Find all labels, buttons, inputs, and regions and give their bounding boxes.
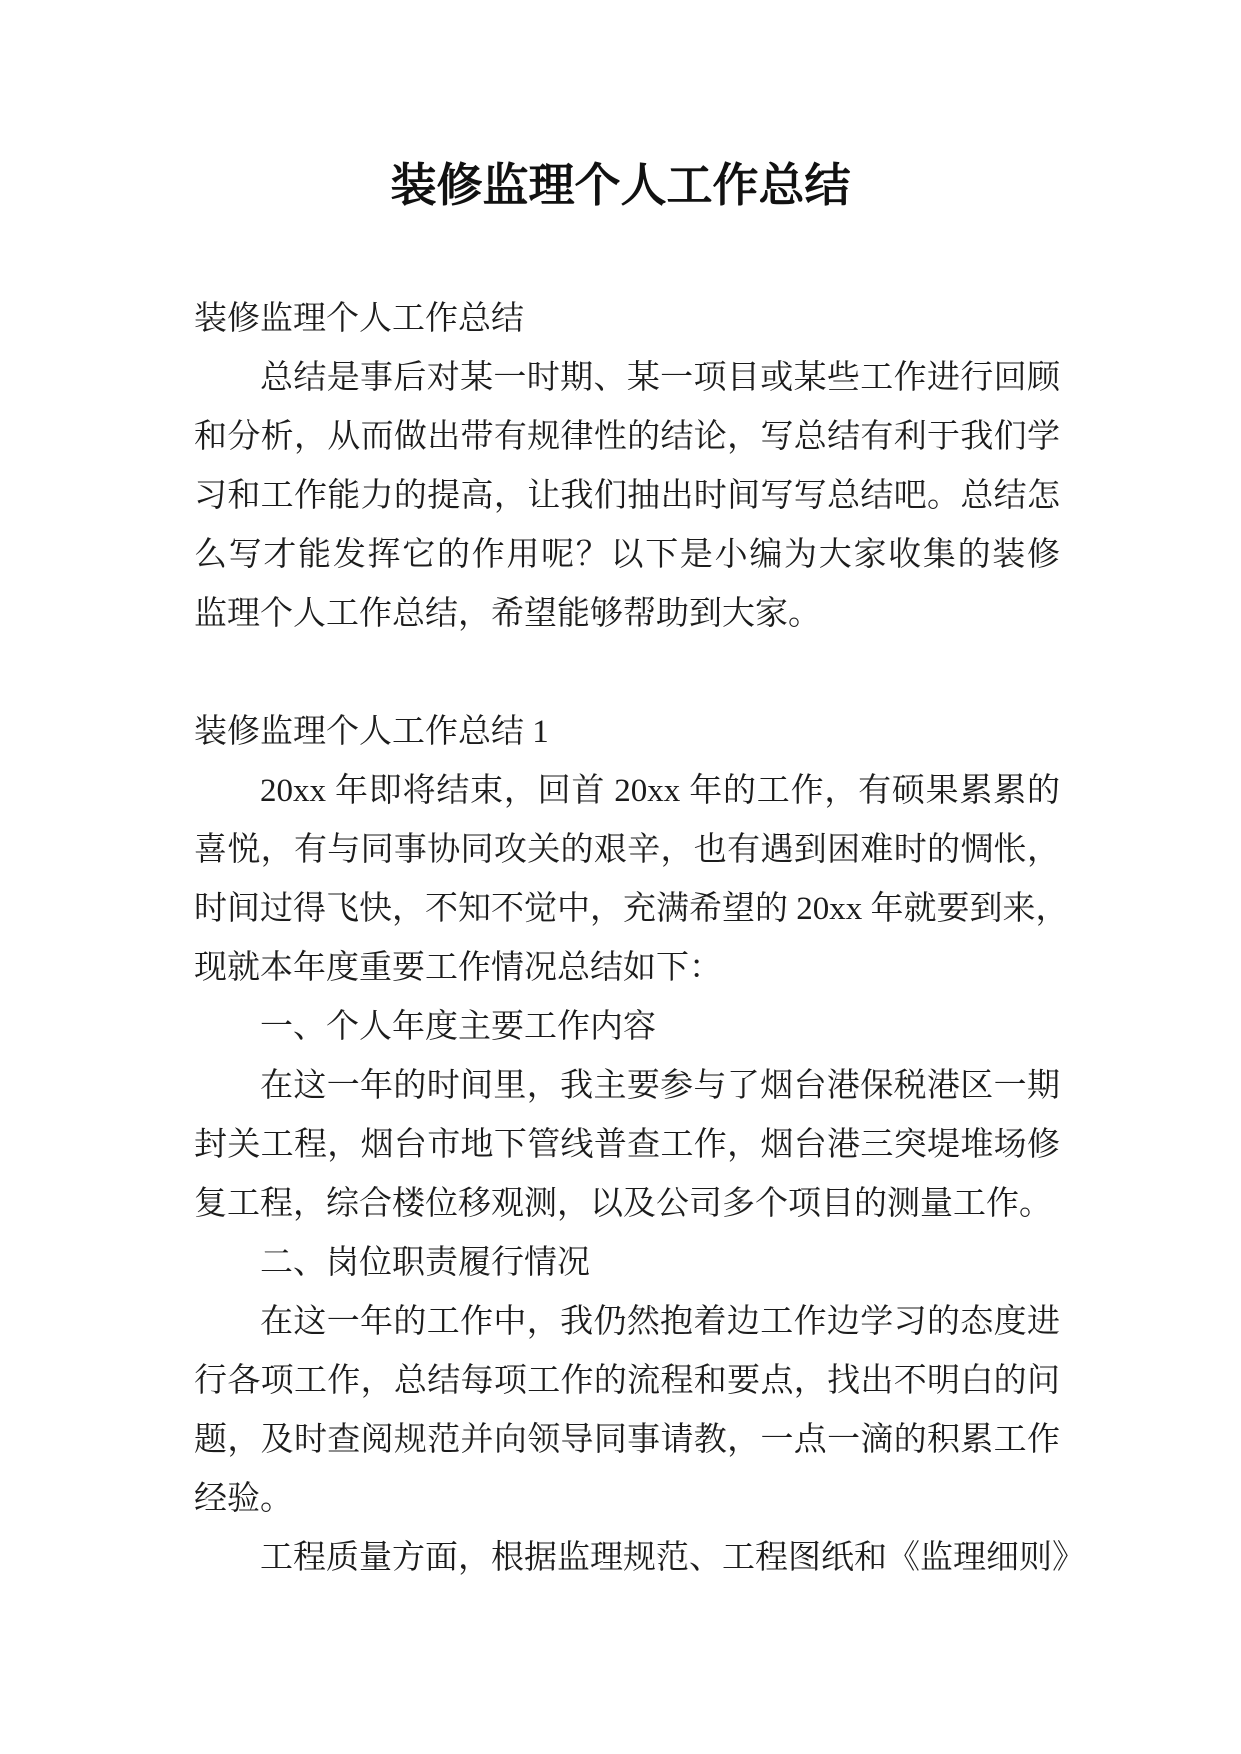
intro-section	[194, 290, 1060, 644]
paragraph-line: 时间过得飞快，不知不觉中，充满希望的 20xx 年就要到来，	[194, 891, 1069, 927]
part-2-paragraph-1	[194, 1293, 1060, 1529]
summary-1-heading: 装修监理个人工作总结 1	[194, 714, 549, 750]
paragraph-line: 和分析，从而做出带有规律性的结论，写总结有利于我们学	[194, 419, 1060, 455]
paragraph-line: 封关工程，烟台市地下管线普查工作，烟台港三突堤堆场修	[194, 1127, 1060, 1163]
paragraph-line: 工程质量方面，根据监理规范、工程图纸和《监理细则》	[260, 1540, 1085, 1576]
paragraph-line: 习和工作能力的提高，让我们抽出时间写写总结吧。总结怎	[194, 478, 1060, 514]
paragraph-line: 行各项工作，总结每项工作的流程和要点，找出不明白的问	[194, 1363, 1060, 1399]
paragraph-line: 20xx 年即将结束，回首 20xx 年的工作，有硕果累累的	[260, 773, 1060, 809]
paragraph-line: 经验。	[194, 1481, 293, 1517]
document-body	[194, 290, 1085, 1588]
summary-1-section	[194, 703, 1085, 1588]
document-title: 装修监理个人工作总结	[390, 160, 851, 211]
paragraph-line: 题，及时查阅规范并向领导同事请教，一点一滴的积累工作	[194, 1422, 1060, 1458]
paragraph-line: 在这一年的工作中，我仍然抱着边工作边学习的态度进	[260, 1304, 1060, 1340]
part-1-heading: 一、个人年度主要工作内容	[260, 1009, 656, 1045]
paragraph-line: 总结是事后对某一时期、某一项目或某些工作进行回顾	[260, 360, 1060, 396]
paragraph-line: 监理个人工作总结，希望能够帮助到大家。	[194, 596, 821, 632]
intro-paragraph	[194, 349, 1060, 644]
paragraph-line: 喜悦，有与同事协同攻关的艰辛，也有遇到困难时的惆怅，	[194, 832, 1060, 868]
paragraph-line: 在这一年的时间里，我主要参与了烟台港保税港区一期	[260, 1068, 1060, 1104]
part-1-paragraph	[194, 1057, 1060, 1234]
paragraph-line: 复工程，综合楼位移观测，以及公司多个项目的测量工作。	[194, 1186, 1052, 1222]
part-2-heading: 二、岗位职责履行情况	[260, 1245, 590, 1281]
paragraph-line: 现就本年度重要工作情况总结如下：	[194, 950, 722, 986]
paragraph-line: 么写才能发挥它的作用呢？以下是小编为大家收集的装修	[194, 537, 1060, 573]
opening-paragraph	[194, 762, 1069, 998]
intro-heading: 装修监理个人工作总结	[194, 301, 524, 337]
part-2-paragraph-2	[194, 1529, 1085, 1588]
